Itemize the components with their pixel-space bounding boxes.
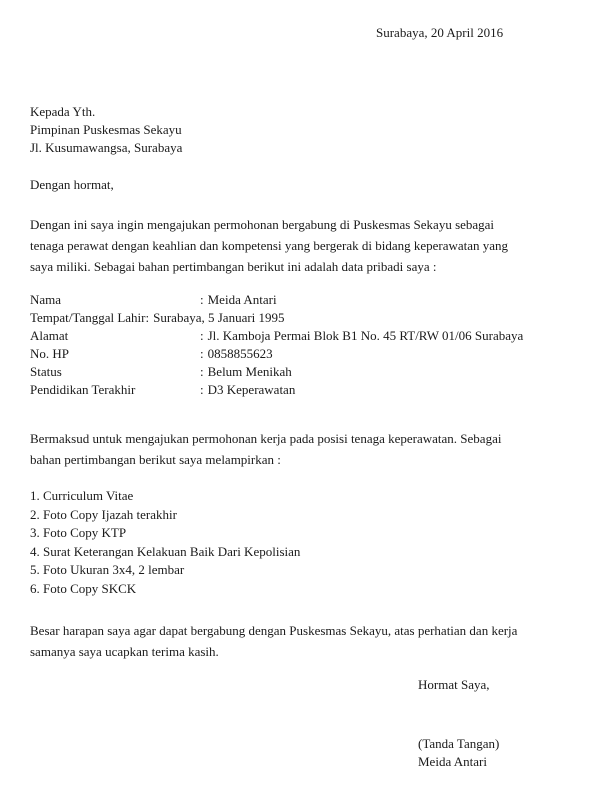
list-item: 3. Foto Copy KTP [30,525,127,540]
signature-block [418,735,499,771]
data-separator: : [200,292,204,307]
list-item: 2. Foto Copy Ijazah terakhir [30,506,177,522]
greeting: Dengan hormat, [30,177,114,192]
data-row-education [30,381,523,399]
data-row-address [30,327,523,345]
recipient-address: Jl. Kusumawangsa, Surabaya [30,140,183,155]
request-paragraph [30,428,575,470]
data-separator: : [145,310,150,325]
signature-placeholder: (Tanda Tangan) [418,736,500,751]
intro-paragraph [30,214,575,277]
data-label: Tempat/Tanggal Lahir [30,310,146,325]
list-item: 4. Surat Keterangan Kelakuan Baik Dari Kepolisian [30,543,301,559]
closing-paragraph [30,620,575,662]
list-item: 5. Foto Ukuran 3x4, 2 lembar [30,562,185,577]
signer-name: Meida Antari [418,754,487,769]
data-label: Alamat [30,328,69,343]
data-label: Nama [30,292,62,307]
data-row-status [30,363,523,381]
closing-phrase: Hormat Saya, [418,677,490,692]
data-value: D3 Keperawatan [207,382,296,397]
list-item: 1. Curriculum Vitae [30,488,134,503]
attachment-list [30,487,300,598]
paragraph-line: tenaga perawat dengan keahlian dan kompetensi yang bergerak di bidang keperawatan yang [30,238,509,253]
recipient-salutation: Kepada Yth. [30,104,96,119]
paragraph-line: Dengan ini saya ingin mengajukan permohonan bergabung di Puskesmas Sekayu sebagai [30,217,495,232]
paragraph-line: saya miliki. Sebagai bahan pertimbangan berikut ini adalah data pribadi saya : [30,259,437,274]
paragraph-line: Bermaksud untuk mengajukan permohonan kerja pada posisi tenaga keperawatan. Sebagai [30,431,502,446]
paragraph-line: bahan pertimbangan berikut saya melampirkan : [30,452,281,467]
data-row-name [30,291,523,309]
data-separator: : [200,364,204,379]
data-value: Meida Antari [207,292,277,307]
data-label: Status [30,364,62,379]
closing-block [418,677,489,693]
data-separator: : [200,328,204,343]
data-value: 0858855623 [207,346,273,361]
data-separator: : [200,382,204,397]
data-row-birth [30,309,523,327]
data-label: Pendidikan Terakhir [30,382,136,397]
data-value: Surabaya, 5 Januari 1995 [153,310,285,325]
data-value: Belum Menikah [207,364,292,379]
personal-data-table [30,291,523,399]
paragraph-line: samanya saya ucapkan terima kasih. [30,644,219,659]
recipient-block [30,104,182,156]
data-row-phone [30,345,523,363]
paragraph-line: Besar harapan saya agar dapat bergabung dengan Puskesmas Sekayu, atas perhatian dan kerja [30,623,518,638]
letter-date: Surabaya, 20 April 2016 [376,25,504,40]
list-item: 6. Foto Copy SKCK [30,580,137,596]
data-separator: : [200,346,204,361]
data-value: Jl. Kamboja Permai Blok B1 No. 45 RT/RW 01/06 Surabaya [207,328,524,343]
data-label: No. HP [30,346,70,361]
recipient-name: Pimpinan Puskesmas Sekayu [30,122,182,137]
